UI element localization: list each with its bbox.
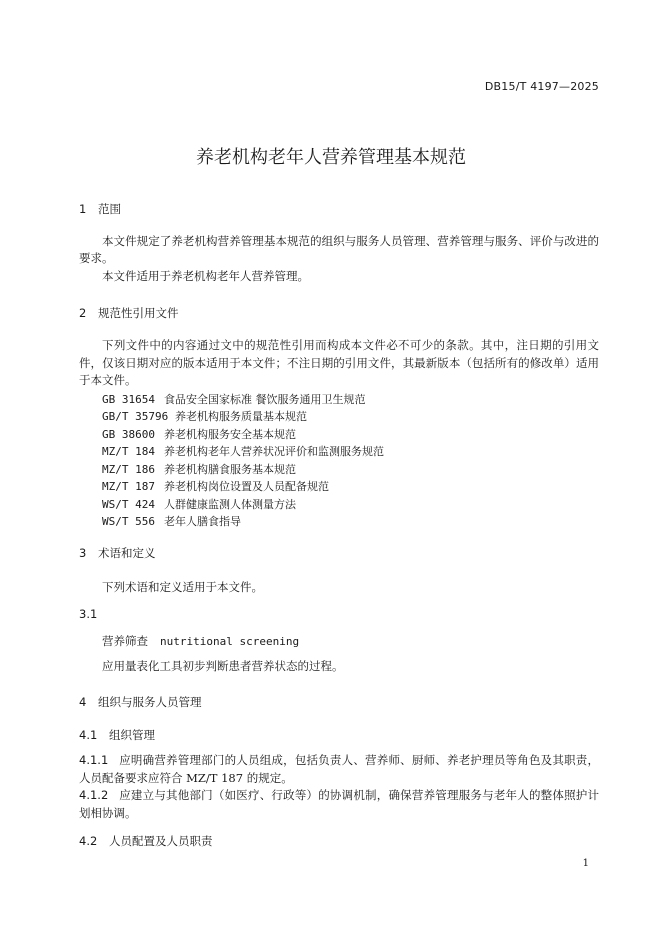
reference-item (102, 461, 296, 477)
section-3-intro: 下列术语和定义适用于本文件。 (102, 580, 263, 594)
term-heading (102, 633, 299, 649)
section-title: 范围 (98, 202, 121, 216)
reference-item (102, 496, 296, 512)
section-3-heading (79, 545, 156, 561)
reference-item (102, 513, 241, 529)
reference-item (102, 408, 307, 424)
clause-text: 应明确营养管理部门的人员组成，包括负责人、营养师、厨师、养老护理员等角色及其职责，人员配备要求应符合 MZ/T 187 的规定。 (79, 753, 599, 785)
reference-code: WS/T 424 (102, 498, 155, 511)
document-title: 养老机构老年人营养管理基本规范 (196, 147, 466, 168)
page-number: 1 (582, 858, 589, 869)
term-definition: 应用量表化工具初步判断患者营养状态的过程。 (102, 659, 344, 673)
subsection-4-1-heading (79, 727, 155, 743)
reference-title: 养老机构服务质量基本规范 (175, 410, 307, 423)
section-2-intro: 下列文件中的内容通过文中的规范性引用而构成本文件必不可少的条款。其中，注日期的引用文件，仅该日期对应的版本适用于本文件；不注日期的引用文件，其最新版本（包括所有的修改单）适用于本文件。 (79, 338, 599, 387)
section-1-paragraph-2: 本文件适用于养老机构老年人营养管理。 (102, 269, 309, 283)
reference-title: 养老机构老年人营养状况评价和监测服务规范 (164, 445, 384, 458)
reference-code: WS/T 556 (102, 515, 155, 528)
term-number: 3.1 (79, 607, 98, 621)
section-number: 2 (79, 306, 87, 320)
reference-code: MZ/T 187 (102, 480, 155, 493)
reference-code: GB/T 35796 (102, 410, 169, 423)
subsection-4-2-heading (79, 833, 213, 849)
section-2-heading (79, 305, 179, 321)
section-number: 3 (79, 546, 87, 560)
reference-item (102, 391, 366, 407)
reference-code: MZ/T 184 (102, 445, 155, 458)
clause-number: 4.1.1 (79, 753, 109, 767)
section-title: 组织与服务人员管理 (98, 695, 202, 709)
reference-item (102, 478, 329, 494)
reference-title: 人群健康监测人体测量方法 (164, 498, 296, 511)
section-4-heading (79, 694, 202, 710)
section-1-heading (79, 201, 121, 217)
subsection-number: 4.2 (79, 834, 98, 848)
term-english: nutritional screening (160, 635, 300, 648)
document-id: DB15/T 4197—2025 (484, 80, 599, 93)
section-1-paragraph-1: 本文件规定了养老机构营养管理基本规范的组织与服务人员管理、营养管理与服务、评价与改进的要求。 (79, 234, 599, 265)
term-chinese: 营养筛查 (102, 634, 148, 648)
reference-code: GB 31654 (102, 393, 155, 406)
reference-title: 食品安全国家标准 餐饮服务通用卫生规范 (164, 393, 366, 406)
subsection-title: 组织管理 (109, 728, 155, 742)
subsection-title: 人员配置及人员职责 (109, 834, 213, 848)
clause-4-1-1 (79, 752, 599, 787)
clause-4-1-2 (79, 787, 599, 822)
section-title: 规范性引用文件 (98, 306, 179, 320)
section-number: 4 (79, 695, 87, 709)
clause-text: 应建立与其他部门（如医疗、行政等）的协调机制，确保营养管理服务与老年人的整体照护计划相协调。 (79, 788, 599, 820)
reference-title: 养老机构岗位设置及人员配备规范 (164, 480, 329, 493)
reference-item (102, 426, 296, 442)
section-title: 术语和定义 (98, 546, 156, 560)
section-number: 1 (79, 202, 87, 216)
reference-title: 养老机构服务安全基本规范 (164, 428, 296, 441)
reference-item (102, 443, 384, 459)
reference-title: 养老机构膳食服务基本规范 (164, 463, 296, 476)
reference-title: 老年人膳食指导 (164, 515, 241, 528)
subsection-number: 4.1 (79, 728, 98, 742)
clause-number: 4.1.2 (79, 788, 109, 802)
reference-code: MZ/T 186 (102, 463, 155, 476)
reference-code: GB 38600 (102, 428, 155, 441)
